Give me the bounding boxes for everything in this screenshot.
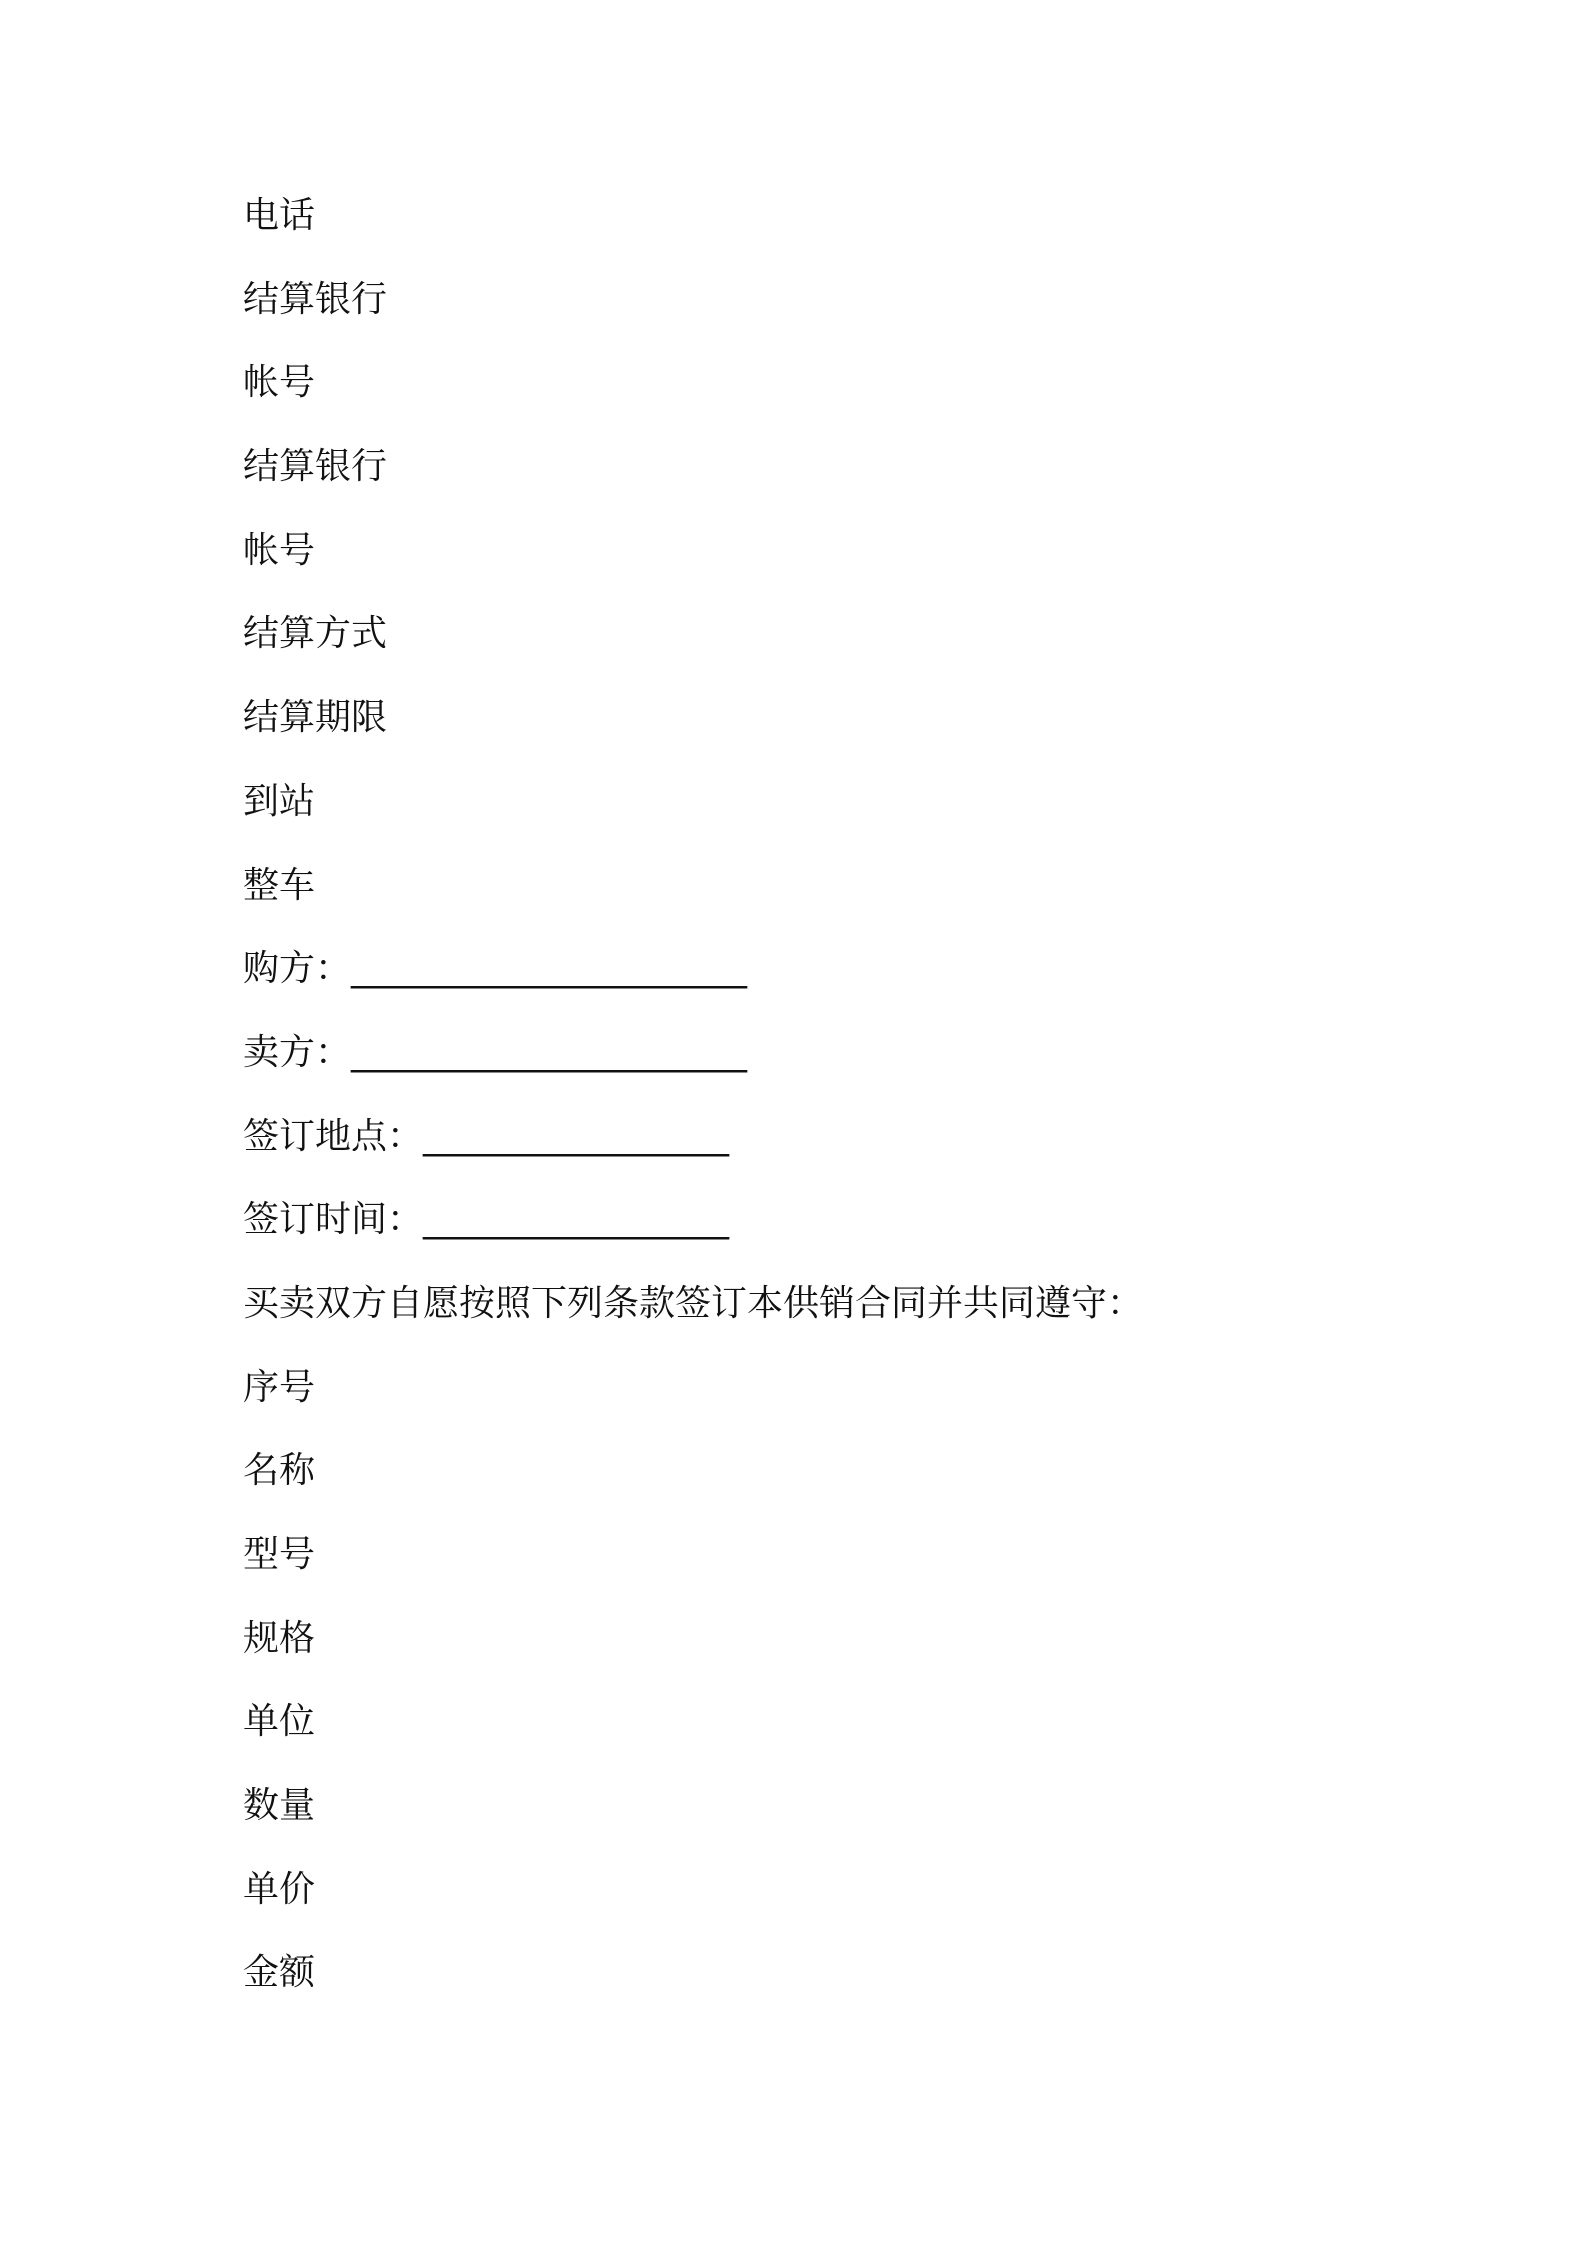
column-specification: 规格 (243, 1617, 316, 1659)
field-settlement-bank-1: 结算银行 (243, 278, 388, 320)
column-amount: 金额 (243, 1952, 316, 1994)
column-model: 型号 (243, 1534, 316, 1575)
column-unit-price: 单价 (243, 1868, 316, 1910)
field-account-2: 帐号 (243, 529, 316, 571)
agreement-statement: 买卖双方自愿按照下列条款签订本供销合同并共同遵守： (243, 1282, 1144, 1324)
field-settlement-method: 结算方式 (243, 613, 388, 655)
field-buyer: 购方：______________________ (243, 948, 748, 990)
field-arrival-station: 到站 (243, 780, 316, 822)
field-seller: 卖方：______________________ (243, 1031, 748, 1073)
field-settlement-period: 结算期限 (243, 697, 388, 739)
column-quantity: 数量 (243, 1785, 316, 1827)
document-body (243, 196, 1443, 2037)
column-name: 名称 (243, 1450, 316, 1492)
field-signing-place: 签订地点：_________________ (243, 1115, 730, 1157)
column-unit: 单位 (243, 1701, 316, 1743)
field-settlement-bank-2: 结算银行 (243, 446, 388, 488)
field-phone: 电话 (243, 195, 316, 236)
column-serial-number: 序号 (243, 1366, 316, 1408)
field-account-1: 帐号 (243, 362, 316, 404)
field-full-truckload: 整车 (243, 864, 316, 906)
field-signing-time: 签订时间：_________________ (243, 1199, 730, 1241)
